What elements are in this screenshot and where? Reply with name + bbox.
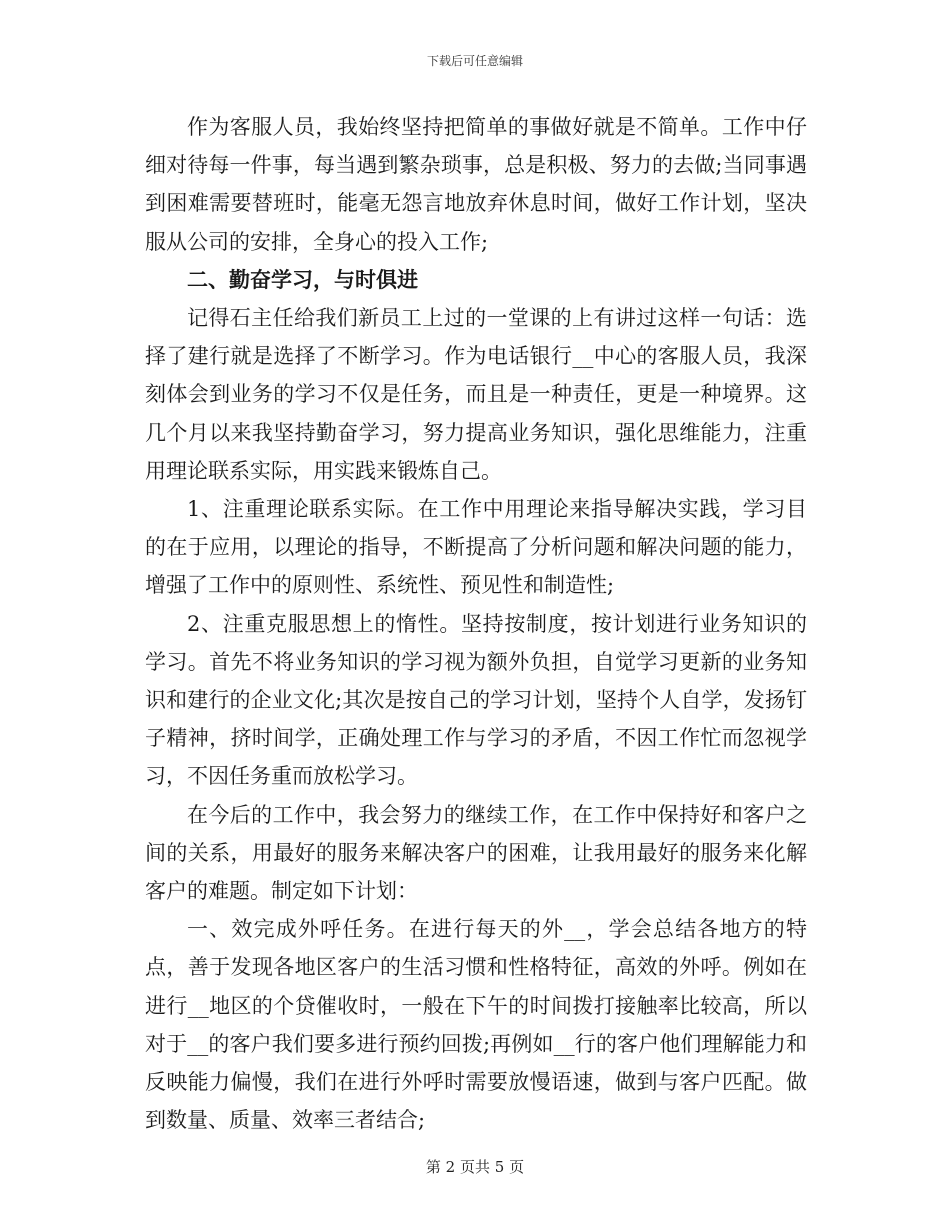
page-number: 第 2 页共 5 页 bbox=[425, 1158, 525, 1176]
document-body bbox=[145, 108, 807, 1139]
paragraph-overcome-inertia: 2、注重克服思想上的惰性。坚持按制度，按计划进行业务知识的学习。首先不将业务知识的学习视为额外负担，自觉学习更新的业务知识和建行的企业文化;其次是按自己的学习计划，坚持个人自学，发扬钉子精神，挤时间学，正确处理工作与学习的矛盾，不因工作忙而忽视学习，不因任务重而放松学习。 bbox=[145, 611, 807, 789]
paragraph-future-work: 在今后的工作中，我会努力的继续工作，在工作中保持好和客户之间的关系，用最好的服务来解决客户的困难，让我用最好的服务来化解客户的难题。制定如下计划： bbox=[145, 802, 807, 904]
paragraph-customer-service: 作为客服人员，我始终坚持把简单的事做好就是不简单。工作中仔细对待每一件事，每当遇到繁杂琐事，总是积极、努力的去做;当同事遇到困难需要替班时，能毫无怨言地放弃休息时间，做好工作计划，坚决服从公司的安排，全身心的投入工作; bbox=[145, 115, 807, 254]
paragraph-outbound-calls: 一、效完成外呼任务。在进行每天的外__，学会总结各地方的特点，善于发现各地区客户的生活习惯和性格特征，高效的外呼。例如在进行__地区的个贷催收时，一般在下午的时间拨打接触率比较高，所以对于__的客户我们要多进行预约回拨;再例如__行的客户他们理解能力和反映能力偏慢，我们在进行外呼时需要放慢语速，做到与客户匹配。做到数量、质量、效率三者结合; bbox=[145, 917, 807, 1133]
paragraph-study-intro: 记得石主任给我们新员工上过的一堂课的上有讲过这样一句话：选择了建行就是选择了不断学习。作为电话银行__中心的客服人员，我深刻体会到业务的学习不仅是任务，而且是一种责任，更是一种境界。这几个月以来我坚持勤奋学习，努力提高业务知识，强化思维能力，注重用理论联系实际，用实践来锻炼自己。 bbox=[145, 306, 807, 483]
page-header: 下载后可任意编辑 bbox=[426, 54, 523, 68]
section-heading-study: 二、勤奋学习，与时俱进 bbox=[187, 266, 418, 292]
paragraph-theory-practice: 1、注重理论联系实际。在工作中用理论来指导解决实践，学习目的在于应用，以理论的指导，不断提高了分析问题和解决问题的能力，增强了工作中的原则性、系统性、预见性和制造性; bbox=[145, 497, 807, 598]
